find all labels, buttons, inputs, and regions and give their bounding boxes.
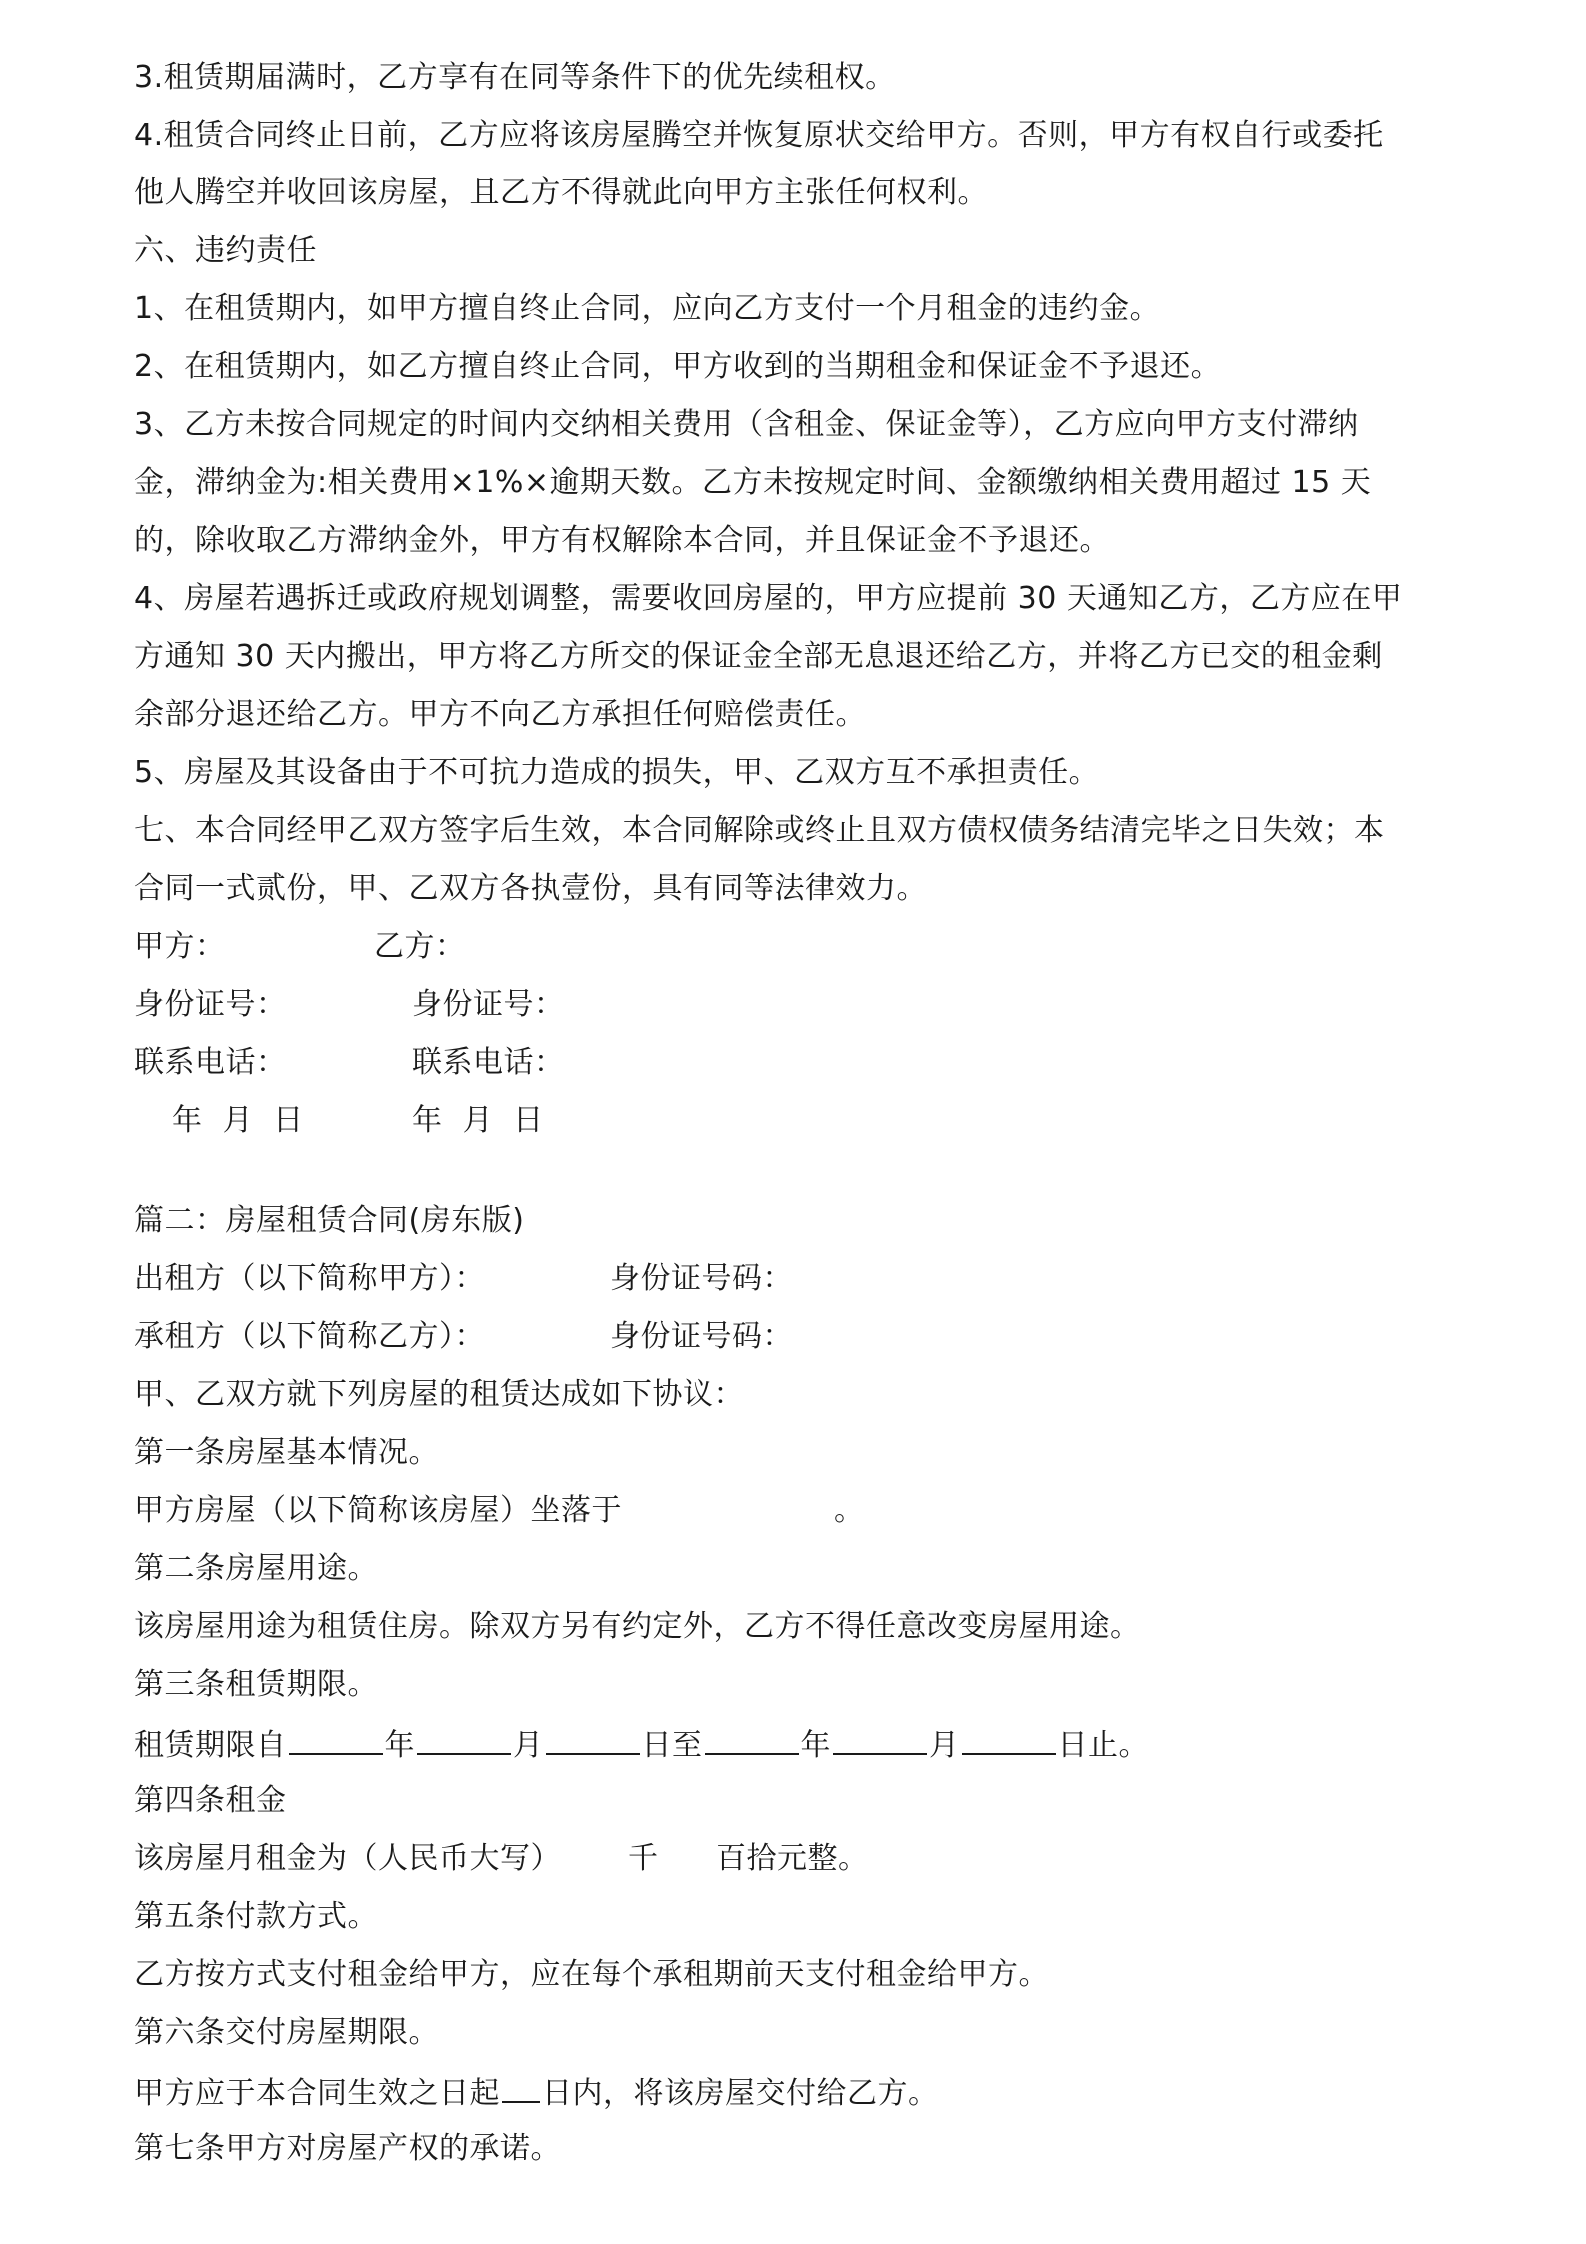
lease-term-part: 租赁期限自 xyxy=(134,1728,287,1763)
clause-title: 第三条租赁期限。 xyxy=(134,1667,378,1702)
lease-term-part: 年 xyxy=(800,1728,831,1763)
rent-text-a: 该房屋月租金为（人民币大写） xyxy=(134,1841,561,1876)
delivery-text-a: 甲方应于本合同生效之日起 xyxy=(134,2076,500,2111)
party-a-label: 甲方： xyxy=(134,929,226,964)
clause-title: 第一条房屋基本情况。 xyxy=(134,1435,439,1470)
phone-a-label: 联系电话： xyxy=(134,1045,287,1080)
signature-row-date xyxy=(134,1101,544,1141)
signature-row-party xyxy=(134,927,466,967)
date-a: 年 月 日 xyxy=(172,1103,304,1138)
lessor-id-label: 身份证号码： xyxy=(610,1261,793,1296)
lessor-label: 出租方（以下简称甲方）： xyxy=(134,1261,485,1296)
blank-field xyxy=(962,1723,1056,1755)
clause-text xyxy=(134,1491,865,1531)
text-line: 金，滞纳金为:相关费用×1%×逾期天数。乙方未按规定时间、金额缴纳相关费用超过 15 天 xyxy=(134,465,1372,500)
text-line: 余部分退还给乙方。甲方不向乙方承担任何赔偿责任。 xyxy=(134,697,866,732)
rent-line xyxy=(134,1839,869,1879)
text-line: 2、在租赁期内，如乙方擅自终止合同，甲方收到的当期租金和保证金不予退还。 xyxy=(134,349,1222,384)
text-line: 合同一式贰份，甲、乙双方各执壹份，具有同等法律效力。 xyxy=(134,871,927,906)
party-b-label: 乙方： xyxy=(374,929,466,964)
delivery-text-b: 日内，将该房屋交付给乙方。 xyxy=(542,2076,939,2111)
blank-field xyxy=(546,1723,640,1755)
text-line: 方通知 30 天内搬出，甲方将乙方所交的保证金全部无息退还给乙方，并将乙方已交的租金剩 xyxy=(134,639,1383,674)
text-line: 4.租赁合同终止日前，乙方应将该房屋腾空并恢复原状交给甲方。否则，甲方有权自行或委托 xyxy=(134,118,1384,153)
text-line: 5、房屋及其设备由于不可抗力造成的损失，甲、乙双方互不承担责任。 xyxy=(134,755,1100,790)
delivery-line xyxy=(134,2071,939,2111)
clause1-end: 。 xyxy=(834,1493,865,1528)
blank-field xyxy=(502,2071,540,2103)
lessee-id-label: 身份证号码： xyxy=(610,1319,793,1354)
lessor-row xyxy=(134,1259,793,1299)
id-a-label: 身份证号： xyxy=(134,987,287,1022)
clause-title: 第六条交付房屋期限。 xyxy=(134,2015,439,2050)
lease-term-line xyxy=(134,1723,1149,1763)
phone-b-label: 联系电话： xyxy=(412,1045,565,1080)
lease-term-part: 月 xyxy=(929,1728,960,1763)
blank-field xyxy=(833,1723,927,1755)
clause-title: 第二条房屋用途。 xyxy=(134,1551,378,1586)
text-line: 1、在租赁期内，如甲方擅自终止合同，应向乙方支付一个月租金的违约金。 xyxy=(134,291,1161,326)
date-b: 年 月 日 xyxy=(412,1103,544,1138)
lease-term-part: 月 xyxy=(513,1728,544,1763)
clause-title: 第四条租金 xyxy=(134,1783,287,1818)
text-line: 3、乙方未按合同规定的时间内交纳相关费用（含租金、保证金等），乙方应向甲方支付滞纳 xyxy=(134,407,1359,442)
text-line: 甲、乙双方就下列房屋的租赁达成如下协议： xyxy=(134,1377,744,1412)
text-line: 七、本合同经甲乙双方签字后生效，本合同解除或终止且双方债权债务结清完毕之日失效；本 xyxy=(134,813,1385,848)
rent-text-c: 百拾元整。 xyxy=(716,1841,869,1876)
lessee-row xyxy=(134,1317,793,1357)
lease-term-part: 年 xyxy=(384,1728,415,1763)
text-line: 3.租赁期届满时，乙方享有在同等条件下的优先续租权。 xyxy=(134,60,896,95)
id-b-label: 身份证号： xyxy=(412,987,565,1022)
text-line: 他人腾空并收回该房屋，且乙方不得就此向甲方主张任何权利。 xyxy=(134,175,988,210)
lessee-label: 承租方（以下简称乙方）： xyxy=(134,1319,485,1354)
blank-field xyxy=(705,1723,799,1755)
lease-term-part: 日至 xyxy=(641,1728,703,1763)
clause-title: 第七条甲方对房屋产权的承诺。 xyxy=(134,2131,561,2166)
blank-field xyxy=(289,1723,383,1755)
rent-text-b: 千 xyxy=(628,1841,659,1876)
text-line: 的，除收取乙方滞纳金外，甲方有权解除本合同，并且保证金不予退还。 xyxy=(134,523,1110,558)
signature-row-phone xyxy=(134,1043,565,1083)
text-line: 4、房屋若遇拆迁或政府规划调整，需要收回房屋的，甲方应提前 30 天通知乙方，乙方应在甲 xyxy=(134,581,1403,616)
clause1-text: 甲方房屋（以下简称该房屋）坐落于 xyxy=(134,1493,622,1528)
clause-text: 乙方按方式支付租金给甲方，应在每个承租期前天支付租金给甲方。 xyxy=(134,1957,1049,1992)
signature-row-id xyxy=(134,985,565,1025)
article-title: 篇二：房屋租赁合同(房东版) xyxy=(134,1203,525,1238)
lease-term-part: 日止。 xyxy=(1057,1728,1149,1763)
blank-field xyxy=(417,1723,511,1755)
clause-title: 第五条付款方式。 xyxy=(134,1899,378,1934)
clause-text: 该房屋用途为租赁住房。除双方另有约定外，乙方不得任意改变房屋用途。 xyxy=(134,1609,1141,1644)
section-heading: 六、违约责任 xyxy=(134,233,317,268)
